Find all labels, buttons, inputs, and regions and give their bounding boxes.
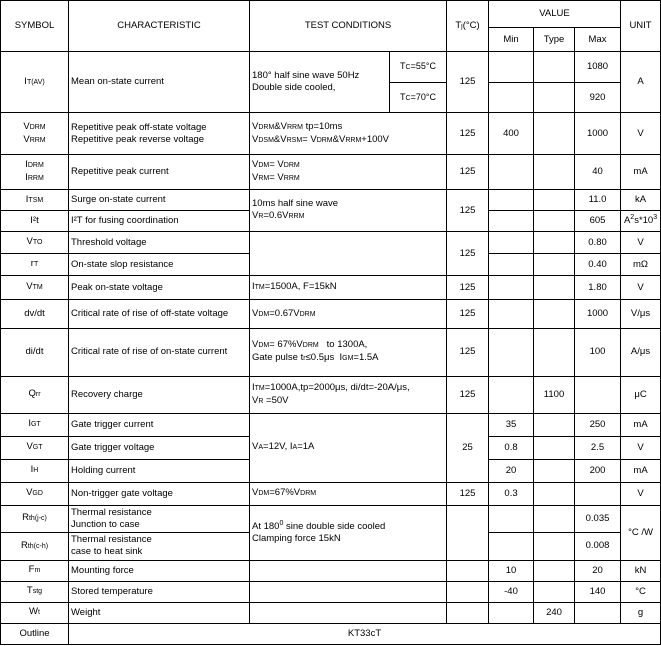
symbol-igt: IGT [1, 413, 69, 436]
char-idrm: Repetitive peak current [69, 155, 250, 190]
header-value: VALUE [489, 1, 621, 28]
char-i2t: I²T for fusing coordination [69, 211, 250, 232]
unit-vdrm: V [621, 113, 661, 155]
unit-ih: mA [621, 459, 661, 482]
tj-itav: 125 [447, 52, 489, 113]
header-unit: UNIT [621, 1, 661, 52]
table-row [1, 113, 661, 155]
max-didt: 100 [575, 329, 621, 376]
char-dvdt: Critical rate of rise of off-state voltage [69, 300, 250, 329]
cond-vgd: VDM=67%VDRM [250, 482, 447, 505]
symbol-rt: rT [1, 254, 69, 276]
unit-rt: mΩ [621, 254, 661, 276]
char-itsm: Surge on-state current [69, 190, 250, 211]
symbol-rthjc: Rth(j-c) [1, 505, 69, 532]
char-tstg: Stored temperature [69, 581, 250, 602]
char-fm: Mounting force [69, 560, 250, 581]
outline-label: Outline [1, 623, 69, 644]
char-rthch: Thermal resistance case to heat sink [69, 532, 250, 560]
table-row [1, 623, 661, 644]
cond-vtm: ITM=1500A, F=15kN [250, 276, 447, 300]
unit-qrr: μC [621, 376, 661, 413]
max-itav-2: 920 [575, 83, 621, 113]
table-row [1, 602, 661, 623]
max-ih: 200 [575, 459, 621, 482]
char-vgd: Non-trigger gate voltage [69, 482, 250, 505]
max-vto: 0.80 [575, 232, 621, 254]
char-wt: Weight [69, 602, 250, 623]
min-vgt: 0.8 [489, 436, 534, 459]
unit-vgd: V [621, 482, 661, 505]
cond-vdrm: VDRM&VRRM tp=10ms VDSM&VRSM= VDRM&VRRM+100V [250, 113, 447, 155]
header-min: Min [489, 28, 534, 52]
max-vtm: 1.80 [575, 276, 621, 300]
tj-didt: 125 [447, 329, 489, 376]
tj-gate: 25 [447, 413, 489, 482]
char-ih: Holding current [69, 459, 250, 482]
unit-vtm: V [621, 276, 661, 300]
header-typ: Type [534, 28, 575, 52]
table-row [1, 155, 661, 190]
typ-wt: 240 [534, 602, 575, 623]
cond-rth: At $180^0$ sine double side cooled Clamping force 15kN [250, 505, 447, 560]
symbol-vdrm: VDRM VRRM [1, 113, 69, 155]
char-rthjc: Thermal resistance Junction to case [69, 505, 250, 532]
tj-vdrm: 125 [447, 113, 489, 155]
max-idrm: 40 [575, 155, 621, 190]
header-test-conditions: TEST CONDITIONS [250, 1, 447, 52]
table-row [1, 560, 661, 581]
char-itav: Mean on-state current [69, 52, 250, 113]
tj-idrm: 125 [447, 155, 489, 190]
symbol-i2t: I²t [1, 211, 69, 232]
outline-value: KT33cT [69, 623, 661, 644]
table-row [1, 300, 661, 329]
symbol-vtm: VTM [1, 276, 69, 300]
min-fm: 10 [489, 560, 534, 581]
min-vdrm: 400 [489, 113, 534, 155]
symbol-ih: IH [1, 459, 69, 482]
header-max: Max [575, 28, 621, 52]
table-row [1, 190, 661, 211]
header-characteristic: CHARACTERISTIC [69, 1, 250, 52]
tj-dvdt: 125 [447, 300, 489, 329]
cond-dvdt: VDM=0.67VDRM [250, 300, 447, 329]
max-rthjc: 0.035 [575, 505, 621, 532]
tj-qrr: 125 [447, 376, 489, 413]
unit-itsm: kA [621, 190, 661, 211]
tj-vtm: 125 [447, 276, 489, 300]
unit-rth: °C /W [621, 505, 661, 560]
header-symbol: SYMBOL [1, 1, 69, 52]
cond-didt: VDM= 67%VDRM to 1300A, Gate pulse tr≤0.5μs IGM=1.5A [250, 329, 447, 376]
table-row [1, 329, 661, 376]
symbol-rthch: Rth(c-h) [1, 532, 69, 560]
char-qrr: Recovery charge [69, 376, 250, 413]
cond-qrr: ITM=1000A,tp=2000μs, di/dt=-20A/μs, VR =50V [250, 376, 447, 413]
unit-dvdt: V/μs [621, 300, 661, 329]
unit-vto: V [621, 232, 661, 254]
char-didt: Critical rate of rise of on-state current [69, 329, 250, 376]
symbol-vgt: VGT [1, 436, 69, 459]
table-row [1, 581, 661, 602]
tj-itsm: 125 [447, 190, 489, 232]
max-vgt: 2.5 [575, 436, 621, 459]
unit-tstg: °C [621, 581, 661, 602]
cond-itav: 180° half sine wave 50Hz Double side cooled, [250, 52, 390, 113]
tc-70: TC=70°C [390, 83, 447, 113]
table-row [1, 482, 661, 505]
symbol-fm: Fm [1, 560, 69, 581]
unit-wt: g [621, 602, 661, 623]
max-dvdt: 1000 [575, 300, 621, 329]
char-rt: On-state slop resistance [69, 254, 250, 276]
unit-idrm: mA [621, 155, 661, 190]
char-vtm: Peak on-state voltage [69, 276, 250, 300]
symbol-tstg: Tstg [1, 581, 69, 602]
unit-igt: mA [621, 413, 661, 436]
char-vdrm: Repetitive peak off-state voltage Repetitive peak reverse voltage [69, 113, 250, 155]
min-vgd: 0.3 [489, 482, 534, 505]
symbol-didt: di/dt [1, 329, 69, 376]
min-ih: 20 [489, 459, 534, 482]
symbol-itsm: ITSM [1, 190, 69, 211]
cond-gate: VA=12V, IA=1A [250, 413, 447, 482]
symbol-itav: IT(AV) [1, 52, 69, 113]
char-igt: Gate trigger current [69, 413, 250, 436]
symbol-vto: VTO [1, 232, 69, 254]
max-rthch: 0.008 [575, 532, 621, 560]
symbol-wt: Wt [1, 602, 69, 623]
cond-itsm: 10ms half sine wave VR=0.6VRRM [250, 190, 447, 232]
max-tstg: 140 [575, 581, 621, 602]
max-i2t: 605 [575, 211, 621, 232]
unit-vgt: V [621, 436, 661, 459]
table-row [1, 276, 661, 300]
max-vdrm: 1000 [575, 113, 621, 155]
unit-didt: A/μs [621, 329, 661, 376]
table-row [1, 52, 661, 83]
char-vto: Threshold voltage [69, 232, 250, 254]
max-igt: 250 [575, 413, 621, 436]
tc-55: TC=55°C [390, 52, 447, 83]
table-row [1, 232, 661, 254]
unit-i2t: $A^2s*10^3$ [621, 211, 661, 232]
max-itsm: 11.0 [575, 190, 621, 211]
typ-qrr: 1100 [534, 376, 575, 413]
min-igt: 35 [489, 413, 534, 436]
max-fm: 20 [575, 560, 621, 581]
symbol-dvdt: dv/dt [1, 300, 69, 329]
unit-itav: A [621, 52, 661, 113]
tj-vto: 125 [447, 232, 489, 276]
cond-idrm: VDM= VDRM VRM= VRRM [250, 155, 447, 190]
table-row [1, 413, 661, 436]
max-itav-1: 1080 [575, 52, 621, 83]
symbol-idrm: IDRM IRRM [1, 155, 69, 190]
symbol-vgd: VGD [1, 482, 69, 505]
tj-vgd: 125 [447, 482, 489, 505]
unit-fm: kN [621, 560, 661, 581]
table-row [1, 505, 661, 532]
min-tstg: -40 [489, 581, 534, 602]
header-tj: Tj(°C) [447, 1, 489, 52]
symbol-qrr: Qrr [1, 376, 69, 413]
table-row [1, 376, 661, 413]
char-vgt: Gate trigger voltage [69, 436, 250, 459]
max-rt: 0.40 [575, 254, 621, 276]
